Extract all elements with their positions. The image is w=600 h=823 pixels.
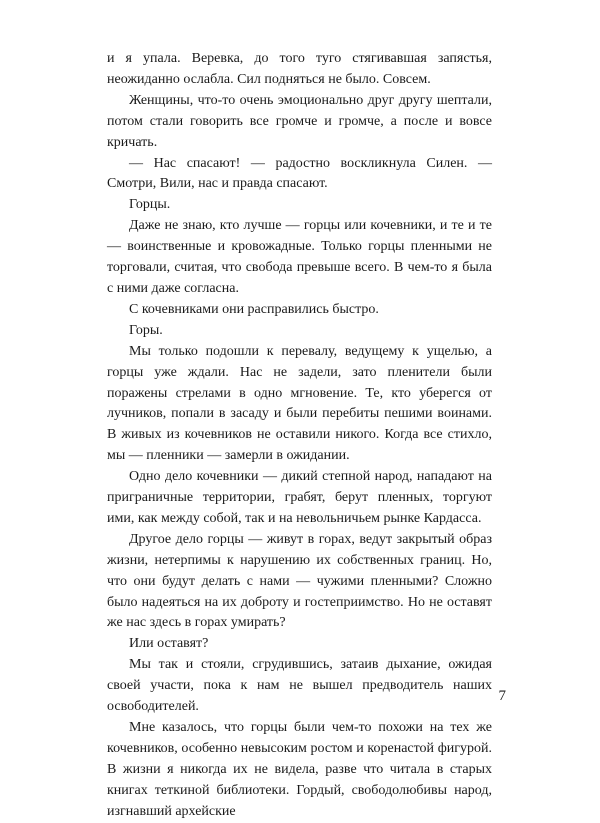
paragraph: Женщины, что-то очень эмоционально друг другу шептали, потом стали говорить все громче и громче, а после и вовсе кричать. [107,92,492,150]
paragraph: Или оставят? [129,636,209,652]
paragraph: Другое дело горцы — живут в горах, ведут закрытый образ жизни, нетерпимы к нарушению их собственных границ. Но, что они будут делать с нами — чужими пленными? Сложно было надеяться на их доброту и гостеприимство. Но не оставят же нас здесь в горах умирать? [107,531,492,631]
page-text-block [107,49,492,823]
paragraph: Мы так и стояли, сгрудившись, затаив дыхание, ожидая своей участи, пока к нам не вышел предводитель наших освободителей. [107,657,492,715]
paragraph: Даже не знаю, кто лучше — горцы или кочевники, и те и те — воинственные и кровожадные. Только горцы пленными не торговали, считая, что свобода превыше всего. В чем-то я была с ними даже согласна. [107,218,492,296]
paragraph: Горы. [129,322,163,338]
paragraph: Одно дело кочевники — дикий степной народ, нападают на приграничные территории, грабят, берут пленных, торгуют ими, как между собой, так и на невольничьем рынке Кардасса. [107,469,492,526]
paragraph: Горцы. [129,197,171,213]
paragraph: С кочевниками они расправились быстро. [129,301,379,317]
paragraph: — Нас спасают! — радостно воскликнула Силен. — Смотри, Вили, нас и правда спасают. [107,155,492,192]
page-number: 7 [498,688,506,704]
paragraph: Мне казалось, что горцы были чем-то похожи на тех же кочевников, особенно невысоким ростом и коренастой фигурой. В жизни я никогда их не видела, разве что читала в старых книгах теткиной библиотеки. Гордый, свободолюбивы народ, изгнавший архейские [107,720,492,819]
paragraph: Мы только подошли к перевалу, ведущему к ущелью, а горцы уже ждали. Нас не задели, зато пленители были поражены стрелами в одно мгновение. Те, кто уберегся от лучников, попали в засаду и были перебиты пешими воинами. В живых из кочевников не оставили никого. Когда все стихло, мы — пленники — замерли в ожидании. [107,343,492,464]
paragraph: и я упала. Веревка, до того туго стягивавшая запястья, неожиданно ослабла. Сил подняться не было. Совсем. [107,51,492,87]
